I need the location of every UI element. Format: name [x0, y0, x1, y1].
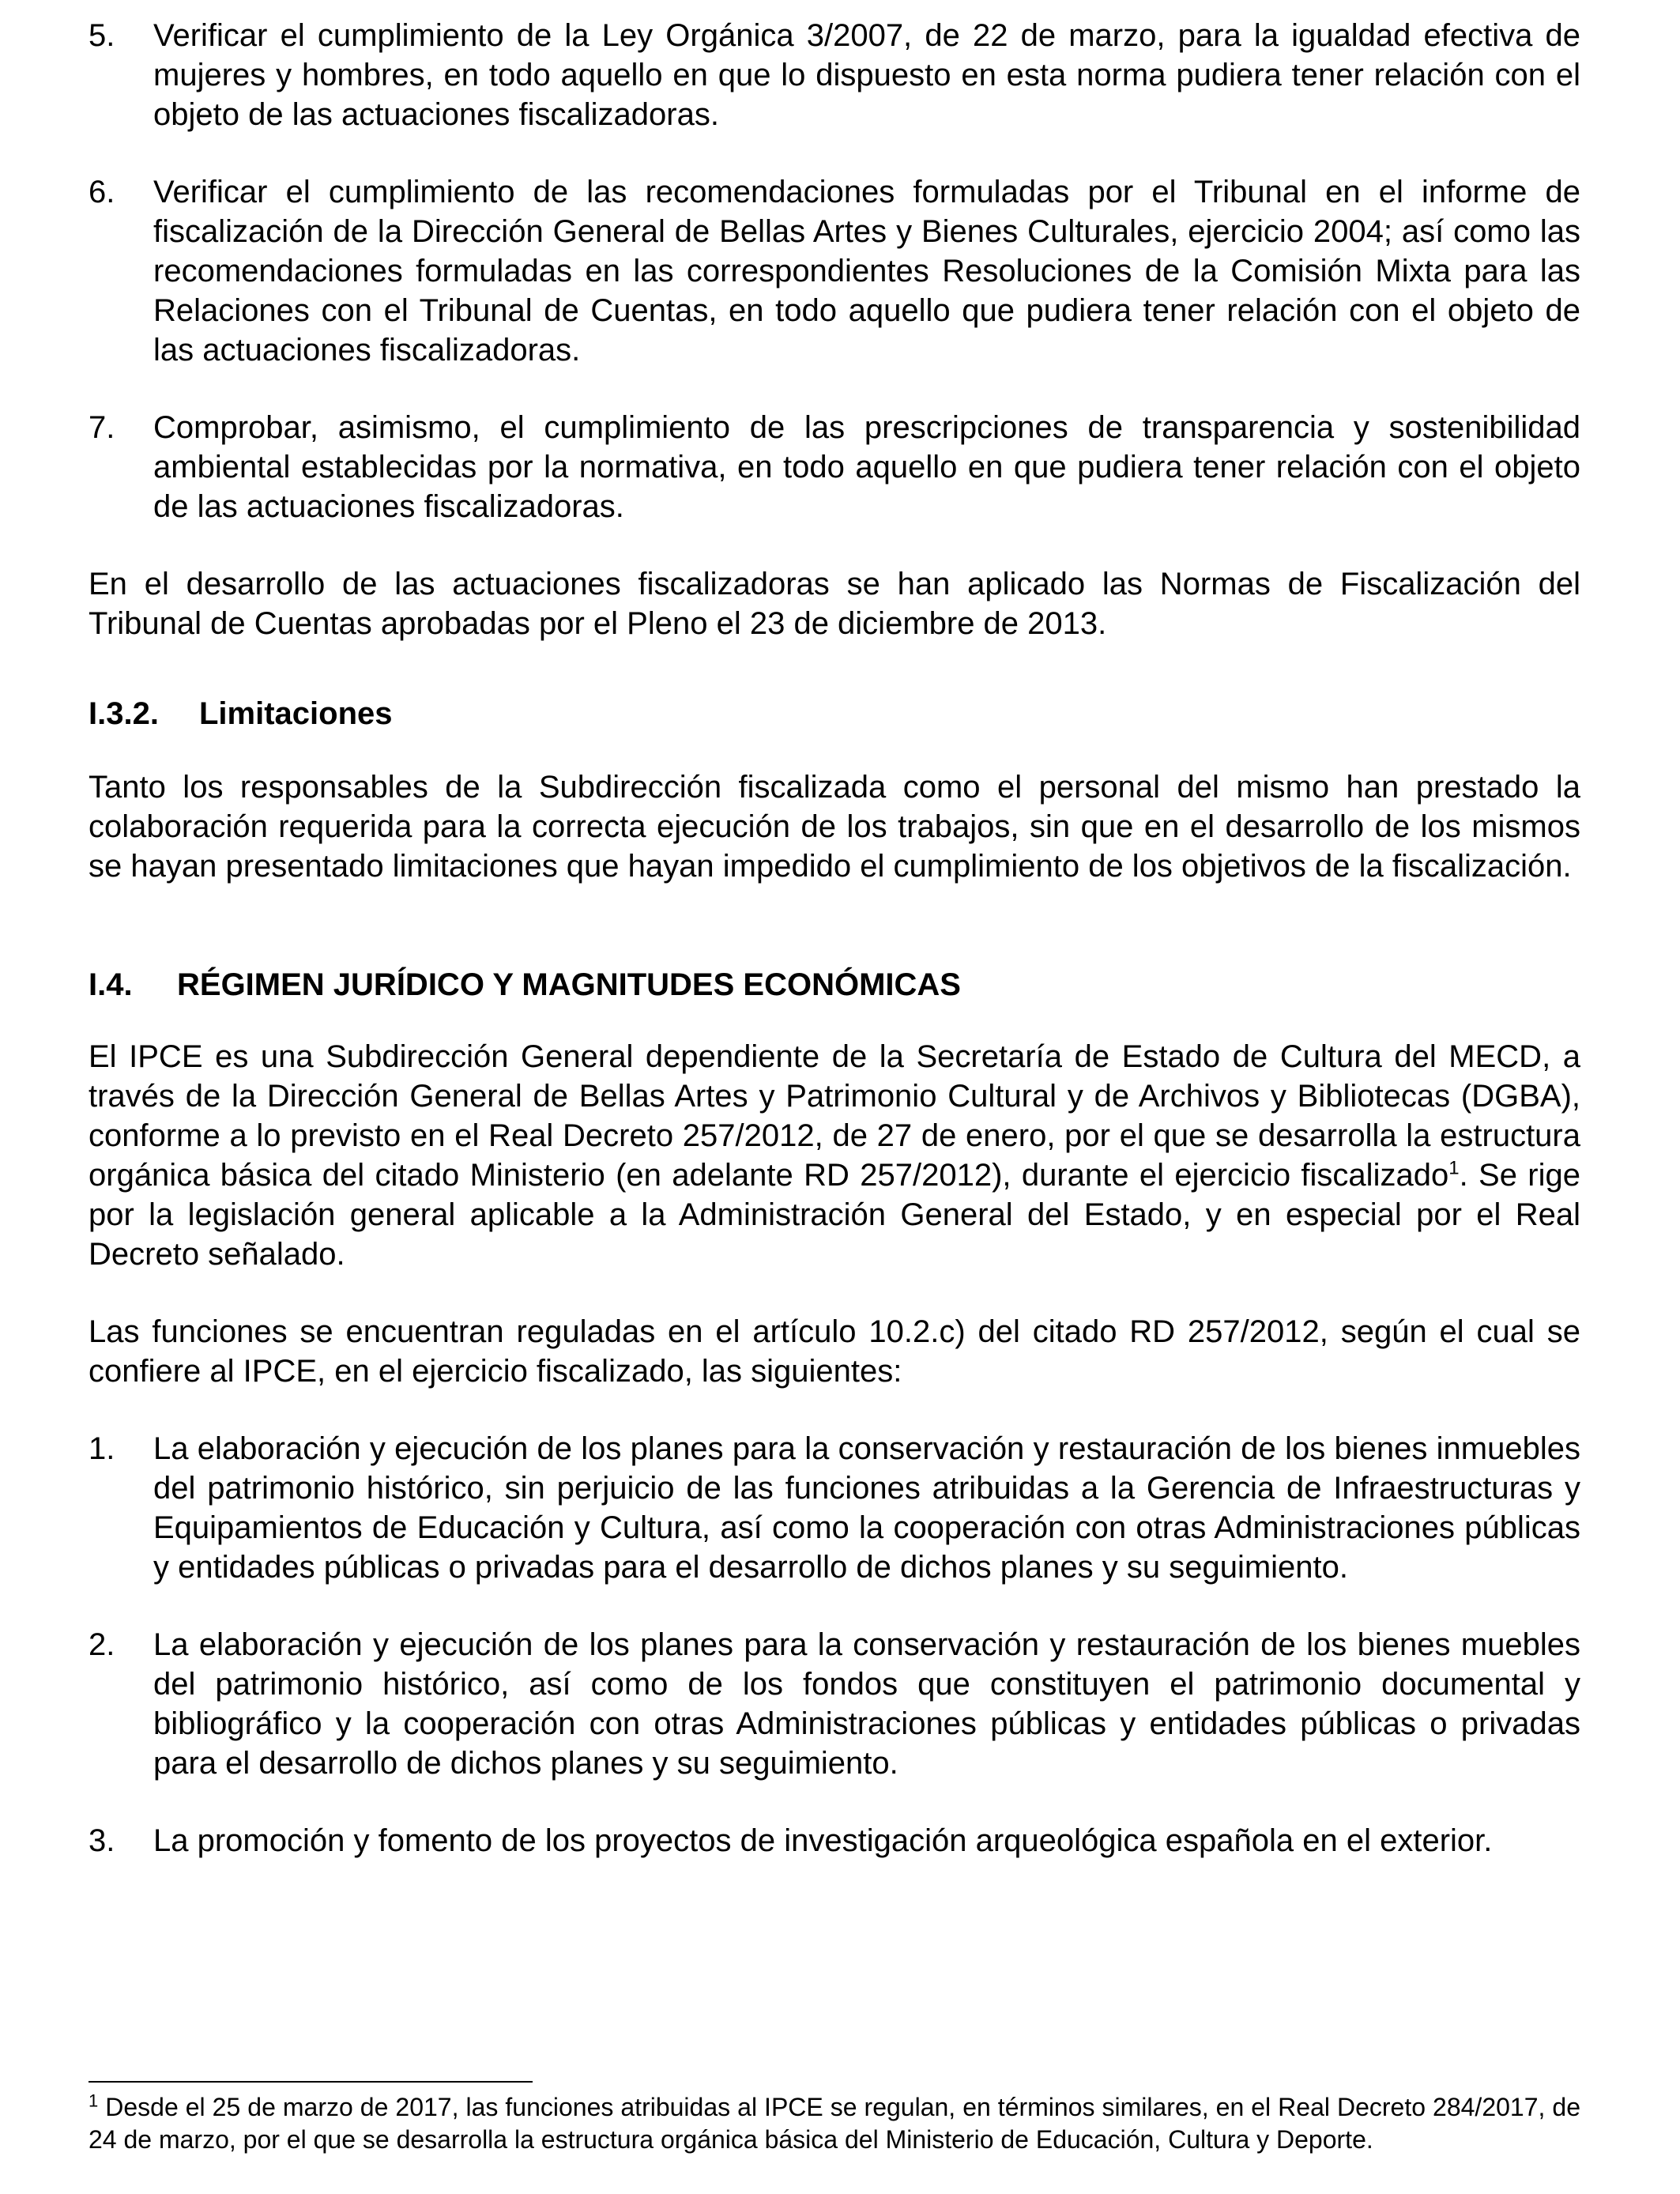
list-item-text: La promoción y fomento de los proyectos de investigación arqueológica española en el exterior. [153, 1823, 1493, 1858]
list-item-text: La elaboración y ejecución de los planes para la conservación y restauración de los bienes inmuebles del patrimonio histórico, sin perjuicio de las funciones atribuidas a la Gerencia de Infraestructuras y Equipamientos de Educación y Cultura, así como la cooperación con otras Administraciones públicas y entidades públicas o privadas para el desarrollo de dichos planes y su seguimiento. [153, 1431, 1580, 1585]
list-item-number: 5. [89, 18, 115, 53]
list-item [89, 408, 1580, 526]
list-item [89, 1625, 1580, 1783]
section-title: RÉGIMEN JURÍDICO Y MAGNITUDES ECONÓMICAS [177, 967, 961, 1002]
footnote-marker: 1 [89, 2090, 99, 2111]
limitaciones-paragraph: Tanto los responsables de la Subdirección fiscalizada como el personal del mismo han prestado la colaboración requerida para la correcta ejecución de los trabajos, sin que en el desarrollo de los mismos se hayan presentado limitaciones que hayan impedido el cumplimiento de los objetivos de la fiscalización. [89, 770, 1580, 884]
list-item [89, 172, 1580, 370]
section-heading-regimen [89, 965, 1580, 1005]
list-item-text: Verificar el cumplimiento de las recomendaciones formuladas por el Tribunal en el informe de fiscalización de la Dirección General de Bellas Artes y Bienes Culturales, ejercicio 2004; así como las recomendaciones formuladas en las correspondientes Resoluciones de la Comisión Mixta para las Relaciones con el Tribunal de Cuentas, en todo aquello que pudiera tener relación con el objeto de las actuaciones fiscalizadoras. [153, 175, 1580, 368]
list-item-text: La elaboración y ejecución de los planes para la conservación y restauración de los bienes muebles del patrimonio histórico, así como de los fondos que constituyen el patrimonio documental y bibliográfico y la cooperación con otras Administraciones públicas y entidades públicas o privadas para el desarrollo de dichos planes y su seguimiento. [153, 1627, 1580, 1781]
list-item-number: 7. [89, 410, 115, 445]
list-item-number: 1. [89, 1431, 115, 1466]
list-item-number: 2. [89, 1627, 115, 1662]
list-item-text: Verificar el cumplimiento de la Ley Orgánica 3/2007, de 22 de marzo, para la igualdad efectiva de mujeres y hombres, en todo aquello en que lo dispuesto en esta norma pudiera tener relación con el objeto de las actuaciones fiscalizadoras. [153, 18, 1580, 132]
list-item [89, 1429, 1580, 1587]
list-item [89, 1821, 1580, 1860]
footnote-separator [89, 2081, 533, 2083]
ipce-paragraph-text-end: . Se rige por la legislación general aplicable a la Administración General del Estado, y en especial por el Real Decreto señalado. [89, 1158, 1581, 1272]
footnote-reference[interactable]: 1 [1448, 1157, 1460, 1179]
normas-paragraph: En el desarrollo de las actuaciones fiscalizadoras se han aplicado las Normas de Fiscalización del Tribunal de Cuentas aprobadas por el Pleno el 23 de diciembre de 2013. [89, 567, 1580, 641]
list-item-text: Comprobar, asimismo, el cumplimiento de las prescripciones de transparencia y sostenibilidad ambiental establecidas por la normativa, en todo aquello en que pudiera tener relación con el objeto de las actuaciones fiscalizadoras. [153, 410, 1580, 524]
section-heading-limitaciones [89, 694, 1580, 733]
list-item-number: 6. [89, 175, 115, 209]
ipce-paragraph-text: El IPCE es una Subdirección General dependiente de la Secretaría de Estado de Cultura del MECD, a través de la Dirección General de Bellas Artes y Patrimonio Cultural y de Archivos y Bibliotecas (DGBA), conforme a lo previsto en el Real Decreto 257/2012, de 27 de enero, por el que se desarrolla la estructura orgánica básica del citado Ministerio (en adelante RD 257/2012), durante el ejercicio fiscalizado [89, 1039, 1580, 1193]
list-item [89, 16, 1580, 134]
section-number: I.3.2. [89, 696, 159, 731]
footnote-text: Desde el 25 de marzo de 2017, las funciones atribuidas al IPCE se regulan, en términos similares, en el Real Decreto 284/2017, de 24 de marzo, por el que se desarrolla la estructura orgánica básica del Ministerio de Educación, Cultura y Deporte. [89, 2093, 1580, 2154]
footnote [89, 2091, 1580, 2156]
section-title: Limitaciones [199, 696, 393, 731]
ipce-paragraph [89, 1037, 1580, 1274]
funciones-paragraph: Las funciones se encuentran reguladas en el artículo 10.2.c) del citado RD 257/2012, según el cual se confiere al IPCE, en el ejercicio fiscalizado, las siguientes: [89, 1314, 1580, 1389]
section-number: I.4. [89, 967, 133, 1002]
document-page [89, 16, 1580, 1860]
list-item-number: 3. [89, 1823, 115, 1858]
